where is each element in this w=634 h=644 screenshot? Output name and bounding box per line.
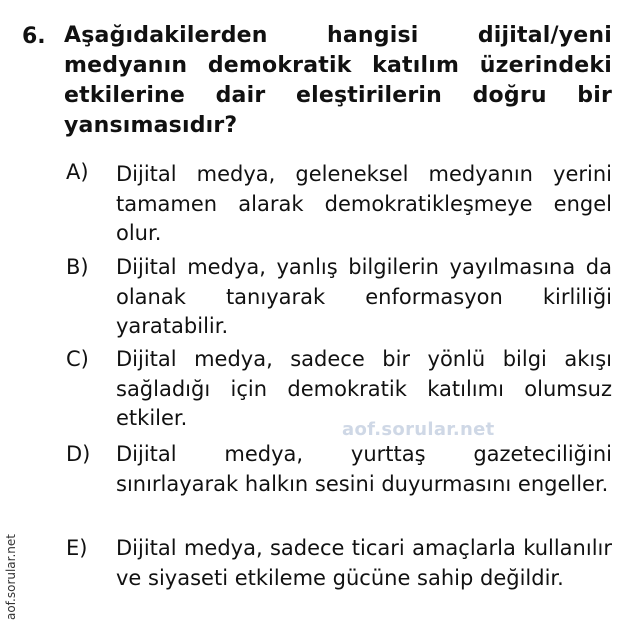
question-stem: Aşağıdakilerden hangisi dijital/yeni medyanın demokratik katılım üzerindeki etkilerine dair eleştirilerin doğru bir yansımasıdır?: [64, 23, 612, 138]
option-a-letter: A): [66, 160, 89, 184]
option-e-letter: E): [66, 536, 88, 560]
option-e-text: Dijital medya, sadece ticari amaçlarla kullanılır ve siyaseti etkileme gücüne sahip değildir.: [116, 536, 612, 590]
option-d-letter: D): [66, 442, 91, 466]
option-d-text: Dijital medya, yurttaş gazeteciliğini sınırlayarak halkın sesini duyurmasını engeller.: [116, 442, 612, 496]
option-c-letter: C): [66, 347, 89, 371]
option-b-text: Dijital medya, yanlış bilgilerin yayılmasına da olanak tanıyarak enformasyon kirliliği yaratabilir.: [116, 255, 612, 338]
watermark-side: aof.sorular.net: [4, 533, 18, 621]
question-number: 6.: [22, 24, 46, 49]
option-c-text: Dijital medya, sadece bir yönlü bilgi akışı sağladığı için demokratik katılımı olumsuz etkiler.: [116, 347, 612, 430]
option-a-text: Dijital medya, geleneksel medyanın yerini tamamen alarak demokratikleşmeye engel olur.: [116, 162, 612, 245]
watermark-center: aof.sorular.net: [342, 419, 495, 440]
option-b-letter: B): [66, 255, 89, 279]
